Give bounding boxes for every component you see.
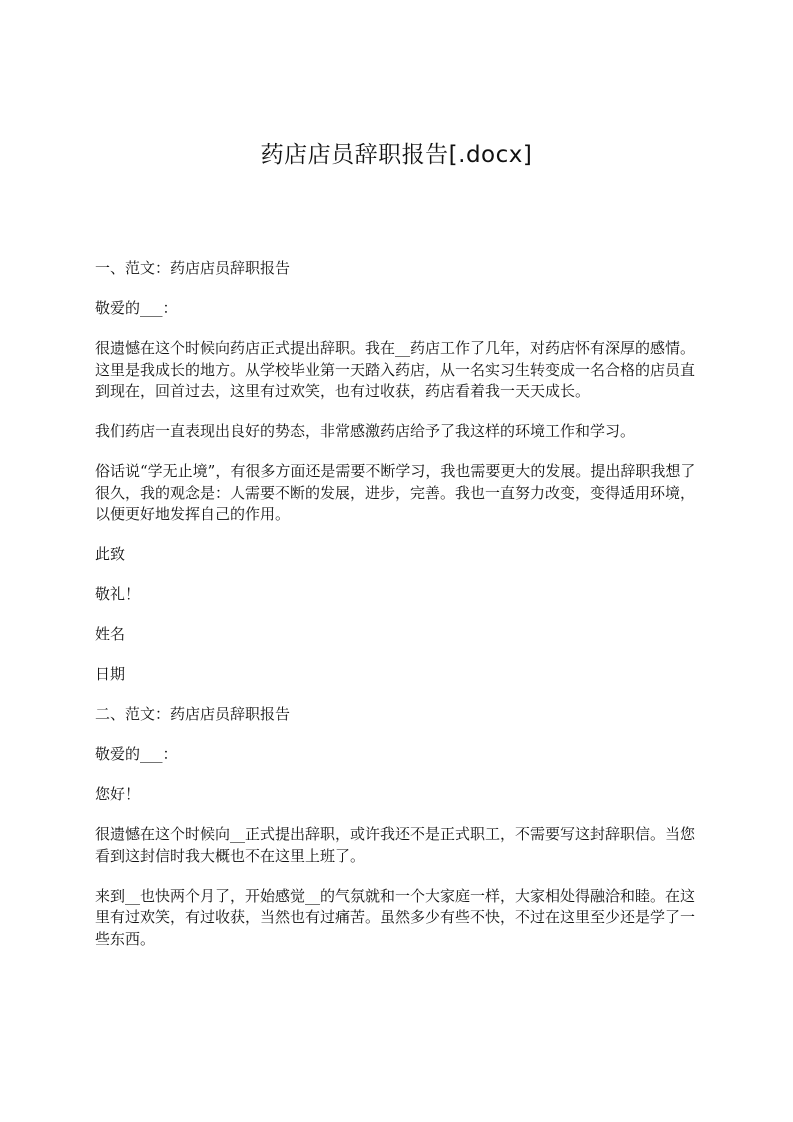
body-paragraph: 很遗憾在这个时候向__正式提出辞职，或许我还不是正式职工，不需要写这封辞职信。当您看到这封信时我大概也不在这里上班了。 (95, 825, 696, 865)
document-title: 药店店员辞职报告[.docx] (260, 142, 533, 168)
salutation-1: 敬爱的___： (95, 299, 178, 317)
body-paragraph: 来到__也快两个月了，开始感觉__的气氛就和一个大家庭一样，大家相处得融洽和睦。在这里有过欢笑，有过收获，当然也有过痛苦。虽然多少有些不快，不过在这里至少还是学了一些东西。 (95, 886, 696, 948)
body-paragraph: 我们药店一直表现出良好的势态，非常感激药店给予了我这样的环境工作和学习。 (95, 422, 636, 440)
greeting: 您好！ (95, 785, 141, 803)
closing-line: 此致 (95, 545, 126, 563)
signature-date: 日期 (95, 665, 126, 683)
signature-name: 姓名 (95, 625, 126, 643)
document-body (95, 258, 705, 969)
salutation-2: 敬爱的___： (95, 745, 178, 763)
closing-regards: 敬礼！ (95, 585, 141, 603)
body-paragraph: 俗话说“学无止境”，有很多方面还是需要不断学习，我也需要更大的发展。提出辞职我想了很久，我的观念是：人需要不断的发展，进步，完善。我也一直努力改变，变得适用环境，以便更好地发挥自己的作用。 (95, 462, 696, 523)
body-paragraph: 很遗憾在这个时候向药店正式提出辞职。我在__药店工作了几年，对药店怀有深厚的感情。这里是我成长的地方。从学校毕业第一天踏入药店，从一名实习生转变成一名合格的店员直到现在，回首过去，这里有过欢笑，也有过收获，药店看着我一天天成长。 (95, 339, 696, 400)
section-heading-1: 一、范文：药店店员辞职报告 (95, 259, 291, 277)
section-heading-2: 二、范文：药店店员辞职报告 (95, 705, 291, 723)
